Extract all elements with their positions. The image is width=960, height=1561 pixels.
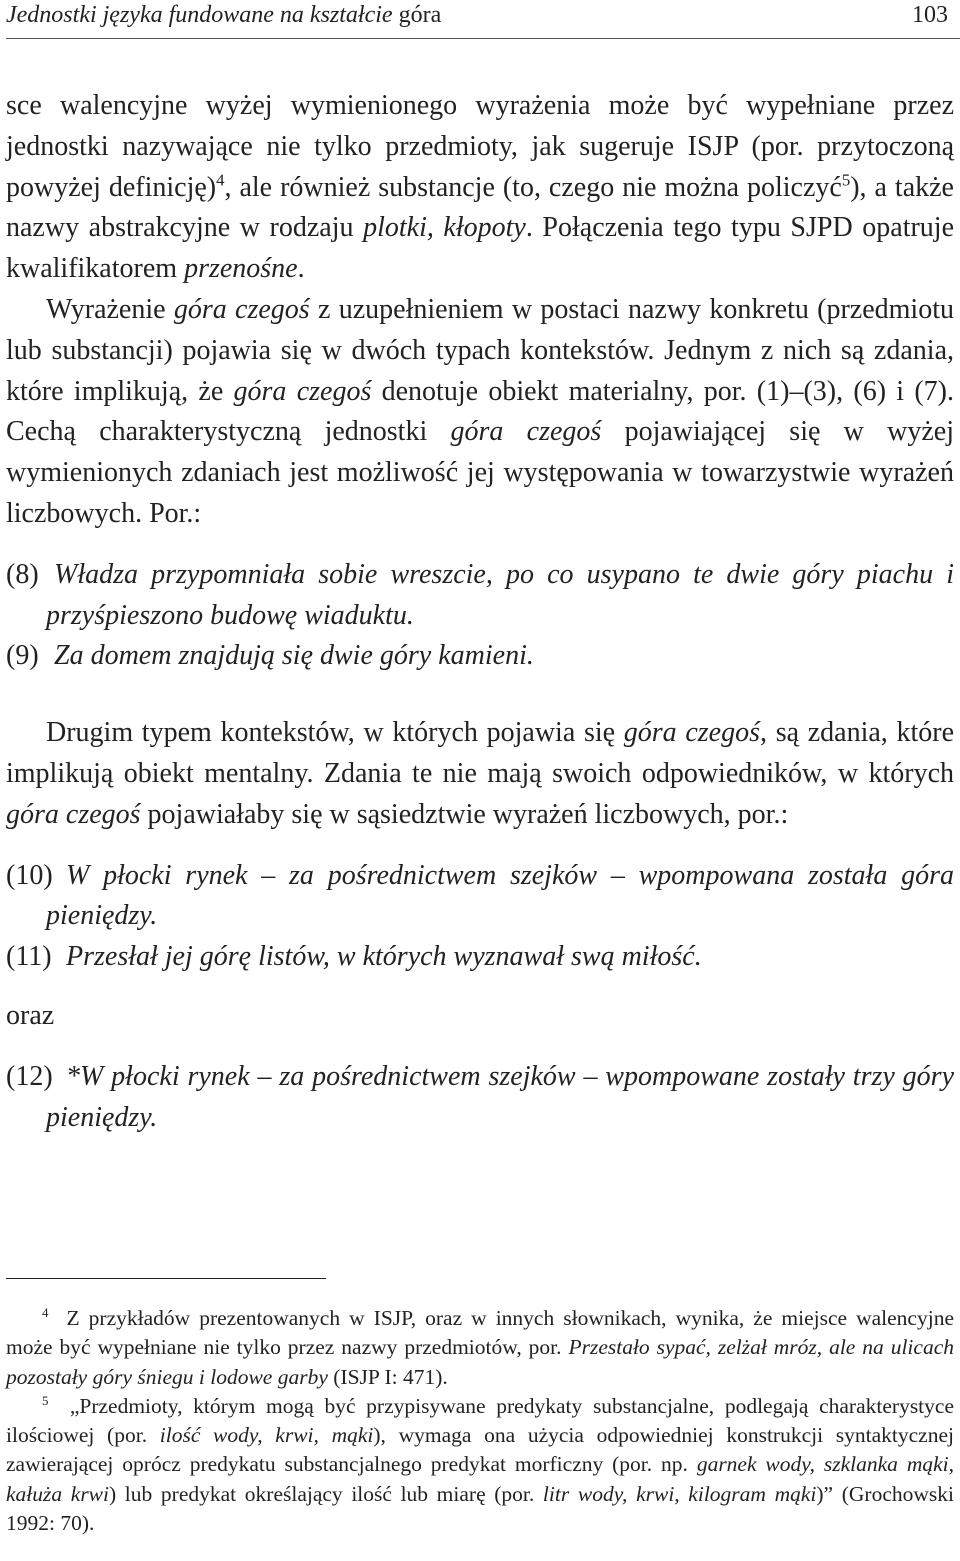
footnote-4: $^4$ Z przykładów prezentowanych w ISJP, oraz w innych słownikach, wynika, że miejsce walencyjne może być wypełniane nie tylko przez nazwy przedmiotów, por. Przestało sypać, zelżał mróz, ale na ulicach pozostały góry śniegu i lodowe garby (ISJP I: 471).: [6, 1305, 954, 1389]
connector-oraz: oraz: [6, 999, 55, 1031]
example-number: (8): [6, 558, 39, 590]
example-block-2: [6, 856, 954, 978]
footnote-ref-4[interactable]: 4: [216, 170, 225, 190]
paragraph-1: sce walencyjne wyżej wymienionego wyrażenia może być wypełniane przez jednostki nazywające nie tylko przedmioty, jak sugeruje ISJP (por. przytoczoną powyżej definicję)$^4$, ale również substancje (to, czego nie można policzyć$^5$), a także nazwy abstrakcyjne w rodzaju plotki, kłopoty. Połączenia tego typu SJPD opatruje kwalifikatorem przenośne.: [6, 90, 954, 285]
example-text: Przesłał jej górę listów, w których wyznawał swą miłość.: [66, 941, 702, 973]
footnote-ref-5[interactable]: 5: [841, 170, 851, 190]
example-block-3: [6, 1057, 954, 1139]
example-text: W płocki rynek – za pośrednictwem szejków – wpompowana została góra pieniędzy.: [46, 859, 954, 932]
example-number: (9): [6, 640, 39, 672]
example-number: (11): [6, 941, 52, 973]
example-9: [6, 636, 954, 677]
example-number: (12): [6, 1060, 53, 1092]
example-12: [6, 1057, 954, 1139]
example-11: [6, 937, 954, 978]
example-text: Władza przypomniała sobie wreszcie, po co usypano te dwie góry piachu i przyśpieszono budowę wiaduktu.: [46, 558, 954, 631]
example-text: *W płocki rynek – za pośrednictwem szejków – wpompowane zostały trzy góry pieniędzy.: [46, 1060, 954, 1133]
running-header: [6, 0, 954, 30]
header-rule: [6, 38, 960, 39]
running-title: [6, 2, 441, 28]
running-title-word: góra: [398, 2, 442, 28]
footnote-mark: 5: [42, 1393, 49, 1408]
footnote-5: $^5$ „Przedmioty, którym mogą być przypisywane predykaty substancjalne, podlegają charakterystyce ilościowej (por. ilość wody, krwi, mąki), wymaga ona użycia odpowiedniej konstrukcji syntaktycznej zawierającej oprócz predykatu substancjalnego predykat morficzny (por. np. garnek wody, szklanka mąki, kałuża krwi) lub predykat określający ilość lub miarę (por. litr wody, krwi, kilogram mąki)” (Grochowski 1992: 70).: [6, 1393, 954, 1536]
example-block-1: [6, 555, 954, 677]
example-text: Za domem znajdują się dwie góry kamieni.: [54, 640, 534, 672]
paragraph-2: Wyrażenie góra czegoś z uzupełnieniem w postaci nazwy konkretu (przedmiotu lub substancji) pojawia się w dwóch typach kontekstów. Jednym z nich są zdania, które implikują, że góra czegoś denotuje obiekt materialny, por. (1)–(3), (6) i (7). Cechą charakterystyczną jednostki góra czegoś pojawiającej się w wyżej wymienionych zdaniach jest możliwość jej występowania w towarzystwie wyrażeń liczbowych. Por.:: [6, 293, 955, 529]
footnotes: [6, 1304, 954, 1538]
paragraph-3: Drugim typem kontekstów, w których pojawia się góra czegoś, są zdania, które implikują obiekt mentalny. Zdania te nie mają swoich odpowiedników, w których góra czegoś pojawiałaby się w sąsiedztwie wyrażeń liczbowych, por.:: [6, 717, 955, 830]
example-number: (10): [6, 859, 53, 891]
example-10: [6, 856, 954, 938]
example-8: [6, 555, 954, 637]
footnote-separator: [6, 1278, 326, 1279]
page-number: 103: [912, 2, 948, 28]
body-text: [6, 86, 954, 1156]
running-title-italic: Jednostki języka fundowane na kształcie: [6, 2, 393, 28]
footnote-mark: 4: [42, 1305, 49, 1320]
